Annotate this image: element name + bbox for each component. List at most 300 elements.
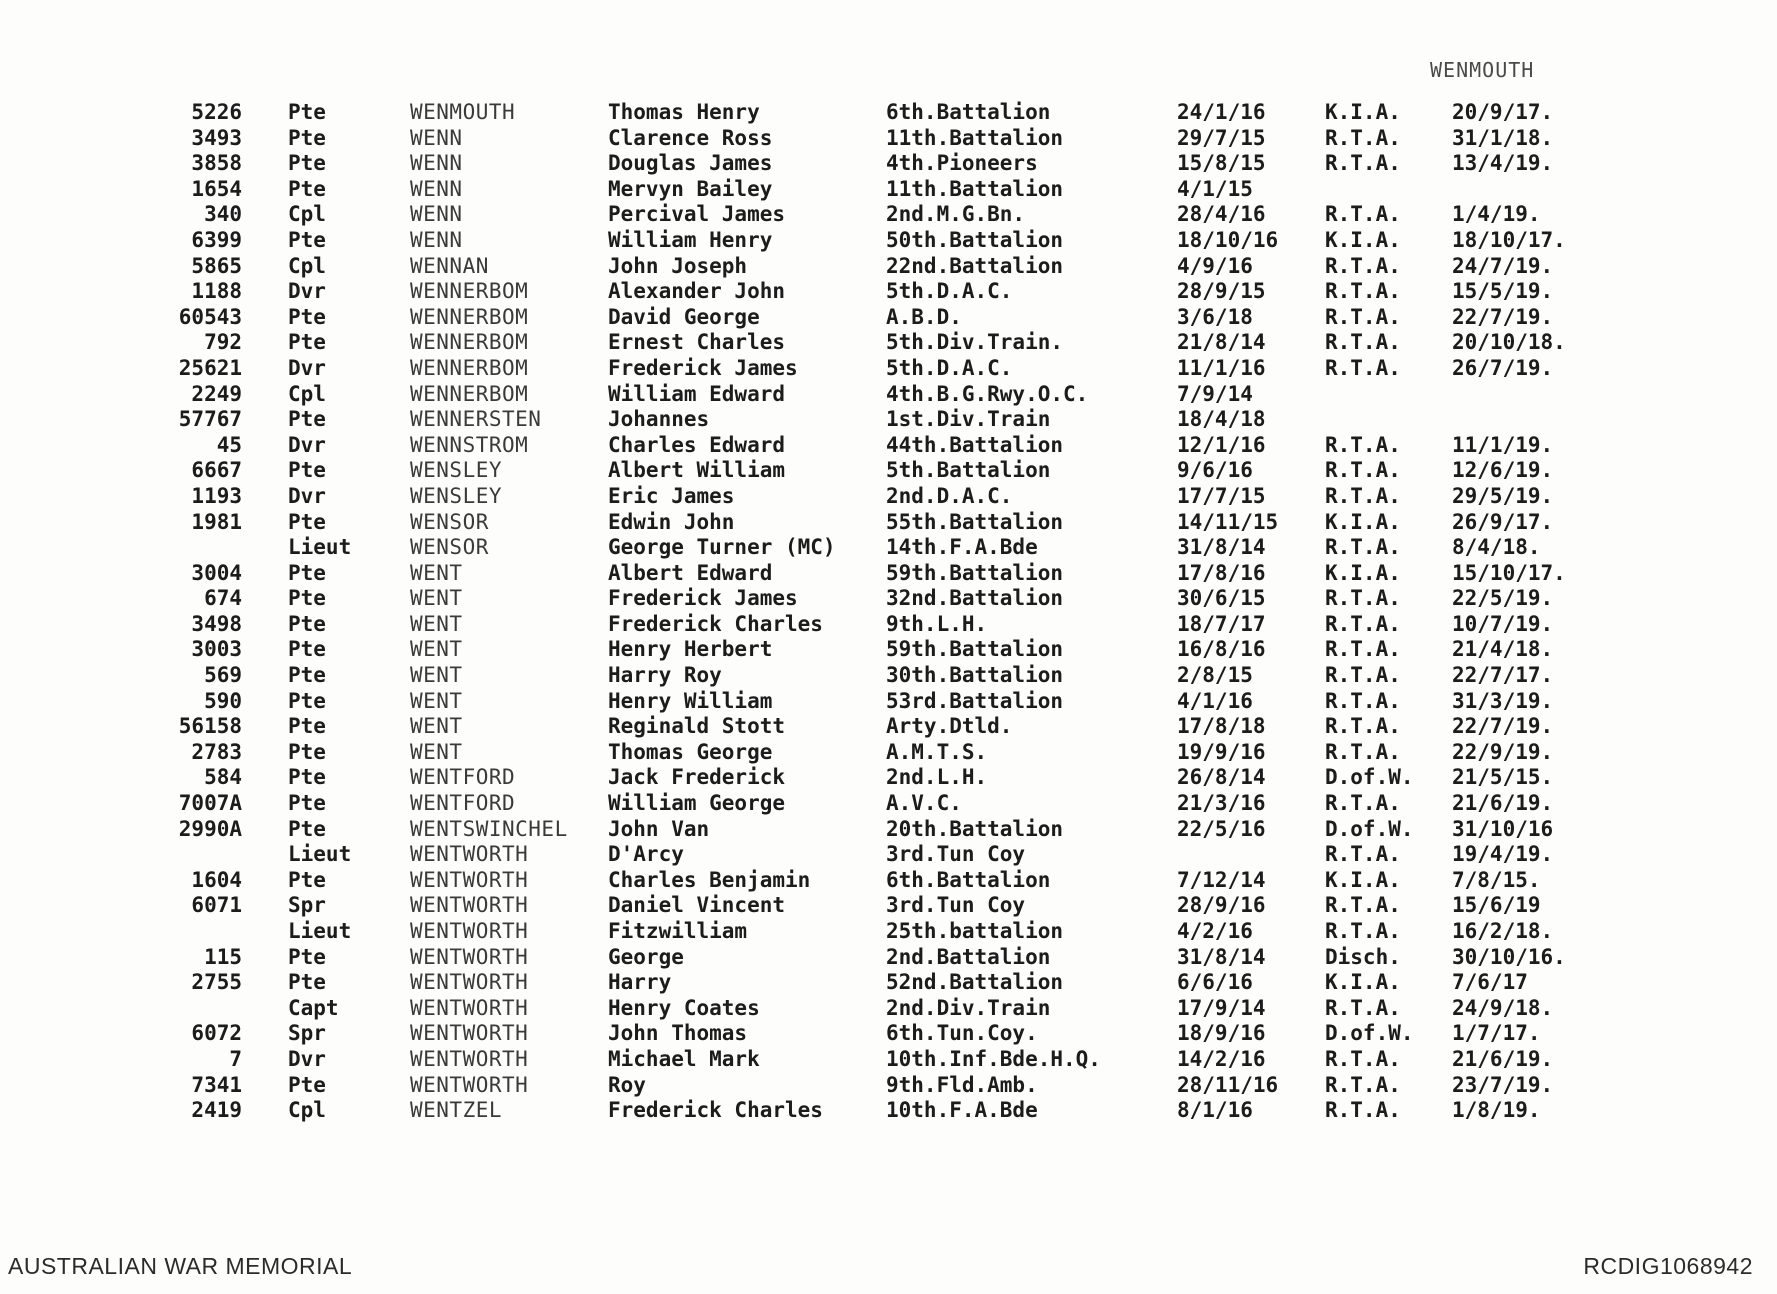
fate-date: 18/10/17. bbox=[1452, 227, 1566, 252]
roll-row bbox=[160, 561, 1620, 587]
given-names: William Henry bbox=[608, 227, 773, 252]
enlistment-date: 18/7/17 bbox=[1177, 611, 1266, 636]
fate-date: 13/4/19. bbox=[1452, 151, 1554, 176]
given-names: Henry Coates bbox=[608, 995, 760, 1020]
unit: 10th.F.A.Bde bbox=[886, 1098, 1038, 1123]
fate: R.T.A. bbox=[1325, 279, 1401, 304]
unit: 2nd.Battalion bbox=[886, 944, 1051, 969]
nominal-roll-list bbox=[160, 100, 1620, 1124]
unit: 14th.F.A.Bde bbox=[886, 535, 1038, 560]
rank: Pte bbox=[288, 176, 326, 201]
fate-date: 22/5/19. bbox=[1452, 586, 1554, 611]
fate-date: 30/10/16. bbox=[1452, 944, 1566, 969]
surname: WENN bbox=[410, 151, 463, 176]
given-names: Jack Frederick bbox=[608, 765, 786, 790]
roll-row bbox=[160, 765, 1620, 791]
unit: 3rd.Tun Coy bbox=[886, 842, 1026, 867]
rank: Pte bbox=[288, 944, 326, 969]
fate: K.I.A. bbox=[1325, 867, 1401, 892]
surname: WENNERBOM bbox=[410, 279, 529, 304]
rank: Capt bbox=[288, 995, 339, 1020]
service-number: 584 bbox=[204, 765, 242, 790]
unit: 53rd.Battalion bbox=[886, 688, 1064, 713]
enlistment-date: 21/8/14 bbox=[1177, 330, 1266, 355]
given-names: David George bbox=[608, 304, 760, 329]
rank: Pte bbox=[288, 151, 326, 176]
service-number: 1981 bbox=[191, 509, 242, 534]
given-names: Henry Herbert bbox=[608, 637, 773, 662]
enlistment-date: 19/9/16 bbox=[1177, 739, 1266, 764]
rank: Dvr bbox=[288, 1046, 326, 1071]
service-number: 60543 bbox=[178, 304, 242, 329]
enlistment-date: 4/1/15 bbox=[1177, 176, 1253, 201]
rank: Lieut bbox=[288, 842, 352, 867]
fate-date: 21/5/15. bbox=[1452, 765, 1554, 790]
surname: WENNERBOM bbox=[410, 381, 529, 406]
fate: R.T.A. bbox=[1325, 739, 1401, 764]
fate-date: 31/3/19. bbox=[1452, 688, 1554, 713]
service-number: 2249 bbox=[191, 381, 242, 406]
service-number: 6667 bbox=[191, 458, 242, 483]
enlistment-date: 28/9/16 bbox=[1177, 893, 1266, 918]
rank: Pte bbox=[288, 1072, 326, 1097]
given-names: Thomas George bbox=[608, 739, 773, 764]
fate: R.T.A. bbox=[1325, 663, 1401, 688]
rank: Spr bbox=[288, 893, 326, 918]
given-names: William George bbox=[608, 791, 786, 816]
roll-row bbox=[160, 356, 1620, 382]
unit: 2nd.L.H. bbox=[886, 765, 988, 790]
enlistment-date: 12/1/16 bbox=[1177, 432, 1266, 457]
roll-row bbox=[160, 1021, 1620, 1047]
unit: 44th.Battalion bbox=[886, 432, 1064, 457]
surname: WENN bbox=[410, 176, 463, 201]
surname: WENNERSTEN bbox=[410, 407, 542, 432]
given-names: Eric James bbox=[608, 483, 735, 508]
unit: 4th.B.G.Rwy.O.C. bbox=[886, 381, 1089, 406]
service-number: 7341 bbox=[191, 1072, 242, 1097]
given-names: Edwin John bbox=[608, 509, 735, 534]
enlistment-date: 29/7/15 bbox=[1177, 125, 1266, 150]
enlistment-date: 7/12/14 bbox=[1177, 867, 1266, 892]
rank: Pte bbox=[288, 637, 326, 662]
given-names: Charles Benjamin bbox=[608, 867, 811, 892]
unit: 11th.Battalion bbox=[886, 176, 1064, 201]
service-number: 674 bbox=[204, 586, 242, 611]
service-number: 6072 bbox=[191, 1021, 242, 1046]
fate: R.T.A. bbox=[1325, 893, 1401, 918]
given-names: Douglas James bbox=[608, 151, 773, 176]
roll-row bbox=[160, 254, 1620, 280]
enlistment-date: 4/2/16 bbox=[1177, 919, 1253, 943]
rank: Pte bbox=[288, 586, 326, 611]
given-names: William Edward bbox=[608, 381, 786, 406]
fate-date: 7/8/15. bbox=[1452, 867, 1541, 892]
service-number: 7007A bbox=[178, 791, 242, 816]
given-names: Harry bbox=[608, 970, 672, 995]
fate-date: 23/7/19. bbox=[1452, 1072, 1554, 1097]
rank: Pte bbox=[288, 739, 326, 764]
service-number: 5226 bbox=[191, 100, 242, 124]
fate: Disch. bbox=[1325, 944, 1401, 969]
unit: 9th.L.H. bbox=[886, 611, 988, 636]
enlistment-date: 4/9/16 bbox=[1177, 253, 1253, 278]
service-number: 3004 bbox=[191, 560, 242, 585]
fate: R.T.A. bbox=[1325, 151, 1401, 176]
fate: R.T.A. bbox=[1325, 688, 1401, 713]
enlistment-date: 6/6/16 bbox=[1177, 970, 1253, 995]
roll-row bbox=[160, 202, 1620, 228]
given-names: Johannes bbox=[608, 407, 710, 432]
surname: WENTWORTH bbox=[410, 842, 529, 867]
fate-date: 31/1/18. bbox=[1452, 125, 1554, 150]
enlistment-date: 14/2/16 bbox=[1177, 1046, 1266, 1071]
roll-row bbox=[160, 1098, 1620, 1124]
service-number: 1193 bbox=[191, 483, 242, 508]
roll-row bbox=[160, 433, 1620, 459]
given-names: George bbox=[608, 944, 684, 969]
enlistment-date: 17/8/18 bbox=[1177, 714, 1266, 739]
service-number: 2419 bbox=[191, 1098, 242, 1123]
fate-date: 8/4/18. bbox=[1452, 535, 1541, 560]
rank: Dvr bbox=[288, 279, 326, 304]
rank: Pte bbox=[288, 765, 326, 790]
fate: R.T.A. bbox=[1325, 1046, 1401, 1071]
fate-date: 1/8/19. bbox=[1452, 1098, 1541, 1123]
roll-row bbox=[160, 484, 1620, 510]
roll-row bbox=[160, 305, 1620, 331]
rank: Dvr bbox=[288, 483, 326, 508]
rank: Lieut bbox=[288, 919, 352, 943]
service-number: 56158 bbox=[178, 714, 242, 739]
fate-date: 22/7/19. bbox=[1452, 714, 1554, 739]
roll-row bbox=[160, 663, 1620, 689]
roll-row bbox=[160, 177, 1620, 203]
given-names: Albert William bbox=[608, 458, 786, 483]
roll-row bbox=[160, 407, 1620, 433]
footer-institution: AUSTRALIAN WAR MEMORIAL bbox=[8, 1253, 353, 1279]
fate-date: 21/6/19. bbox=[1452, 791, 1554, 816]
fate-date: 26/9/17. bbox=[1452, 509, 1554, 534]
rank: Pte bbox=[288, 611, 326, 636]
roll-row bbox=[160, 126, 1620, 152]
fate-date: 15/6/19 bbox=[1452, 893, 1541, 918]
surname: WENTWORTH bbox=[410, 1072, 529, 1097]
fate-date: 16/2/18. bbox=[1452, 919, 1554, 943]
fate-date: 22/9/19. bbox=[1452, 739, 1554, 764]
given-names: Harry Roy bbox=[608, 663, 722, 688]
roll-row bbox=[160, 689, 1620, 715]
roll-row bbox=[160, 535, 1620, 561]
unit: A.B.D. bbox=[886, 304, 962, 329]
enlistment-date: 15/8/15 bbox=[1177, 151, 1266, 176]
rank: Pte bbox=[288, 816, 326, 841]
enlistment-date: 22/5/16 bbox=[1177, 816, 1266, 841]
enlistment-date: 28/9/15 bbox=[1177, 279, 1266, 304]
fate-date: 15/5/19. bbox=[1452, 279, 1554, 304]
roll-row bbox=[160, 868, 1620, 894]
unit: 32nd.Battalion bbox=[886, 586, 1064, 611]
surname: WENSLEY bbox=[410, 483, 503, 508]
unit: 50th.Battalion bbox=[886, 227, 1064, 252]
enlistment-date: 17/7/15 bbox=[1177, 483, 1266, 508]
surname: WENT bbox=[410, 739, 463, 764]
roll-row bbox=[160, 228, 1620, 254]
given-names: Charles Edward bbox=[608, 432, 786, 457]
given-names: Mervyn Bailey bbox=[608, 176, 773, 201]
surname: WENTWORTH bbox=[410, 944, 529, 969]
unit: 6th.Battalion bbox=[886, 867, 1051, 892]
surname: WENMOUTH bbox=[410, 100, 516, 124]
fate-date: 10/7/19. bbox=[1452, 611, 1554, 636]
roll-row bbox=[160, 1073, 1620, 1099]
unit: 22nd.Battalion bbox=[886, 253, 1064, 278]
surname: WENTWORTH bbox=[410, 867, 529, 892]
service-number: 6399 bbox=[191, 227, 242, 252]
surname: WENSOR bbox=[410, 509, 489, 534]
service-number: 590 bbox=[204, 688, 242, 713]
enlistment-date: 18/9/16 bbox=[1177, 1021, 1266, 1046]
fate-date: 12/6/19. bbox=[1452, 458, 1554, 483]
given-names: Clarence Ross bbox=[608, 125, 773, 150]
unit: 5th.D.A.C. bbox=[886, 355, 1013, 380]
rank: Pte bbox=[288, 663, 326, 688]
fate: R.T.A. bbox=[1325, 202, 1401, 227]
roll-row bbox=[160, 612, 1620, 638]
roll-row bbox=[160, 279, 1620, 305]
surname: WENTWORTH bbox=[410, 1046, 529, 1071]
service-number: 3858 bbox=[191, 151, 242, 176]
unit: 2nd.M.G.Bn. bbox=[886, 202, 1026, 227]
given-names: Daniel Vincent bbox=[608, 893, 786, 918]
unit: 10th.Inf.Bde.H.Q. bbox=[886, 1046, 1101, 1071]
surname: WENNAN bbox=[410, 253, 489, 278]
fate-date: 21/4/18. bbox=[1452, 637, 1554, 662]
fate: R.T.A. bbox=[1325, 1072, 1401, 1097]
service-number: 115 bbox=[204, 944, 242, 969]
surname: WENNERBOM bbox=[410, 330, 529, 355]
surname: WENT bbox=[410, 611, 463, 636]
enlistment-date: 30/6/15 bbox=[1177, 586, 1266, 611]
rank: Pte bbox=[288, 714, 326, 739]
roll-row bbox=[160, 382, 1620, 408]
surname: WENNERBOM bbox=[410, 304, 529, 329]
roll-row bbox=[160, 970, 1620, 996]
given-names: Albert Edward bbox=[608, 560, 773, 585]
surname: WENN bbox=[410, 125, 463, 150]
service-number: 569 bbox=[204, 663, 242, 688]
fate: R.T.A. bbox=[1325, 432, 1401, 457]
fate-date: 19/4/19. bbox=[1452, 842, 1554, 867]
service-number: 2990A bbox=[178, 816, 242, 841]
fate-date: 1/4/19. bbox=[1452, 202, 1541, 227]
unit: A.V.C. bbox=[886, 791, 962, 816]
enlistment-date: 14/11/15 bbox=[1177, 509, 1279, 534]
fate: K.I.A. bbox=[1325, 100, 1401, 124]
fate-date: 7/6/17 bbox=[1452, 970, 1528, 995]
surname: WENTFORD bbox=[410, 765, 516, 790]
fate: R.T.A. bbox=[1325, 1098, 1401, 1123]
surname: WENTSWINCHEL bbox=[410, 816, 568, 841]
fate-date: 20/9/17. bbox=[1452, 100, 1554, 124]
given-names: George Turner (MC) bbox=[608, 535, 836, 560]
enlistment-date: 8/1/16 bbox=[1177, 1098, 1253, 1123]
rank: Pte bbox=[288, 867, 326, 892]
roll-row bbox=[160, 510, 1620, 536]
fate: R.T.A. bbox=[1325, 714, 1401, 739]
fate: R.T.A. bbox=[1325, 483, 1401, 508]
service-number: 3003 bbox=[191, 637, 242, 662]
fate: R.T.A. bbox=[1325, 586, 1401, 611]
surname: WENT bbox=[410, 637, 463, 662]
fate: K.I.A. bbox=[1325, 970, 1401, 995]
fate: K.I.A. bbox=[1325, 509, 1401, 534]
unit: 2nd.Div.Train bbox=[886, 995, 1051, 1020]
service-number: 2783 bbox=[191, 739, 242, 764]
given-names: John Thomas bbox=[608, 1021, 748, 1046]
fate-date: 22/7/17. bbox=[1452, 663, 1554, 688]
roll-row bbox=[160, 458, 1620, 484]
roll-row bbox=[160, 714, 1620, 740]
given-names: D'Arcy bbox=[608, 842, 684, 867]
enlistment-date: 26/8/14 bbox=[1177, 765, 1266, 790]
given-names: Frederick James bbox=[608, 355, 798, 380]
service-number: 45 bbox=[216, 432, 242, 457]
roll-row bbox=[160, 919, 1620, 945]
rank: Cpl bbox=[288, 253, 326, 278]
roll-row bbox=[160, 330, 1620, 356]
fate-date: 20/10/18. bbox=[1452, 330, 1566, 355]
roll-row bbox=[160, 842, 1620, 868]
unit: 11th.Battalion bbox=[886, 125, 1064, 150]
enlistment-date: 2/8/15 bbox=[1177, 663, 1253, 688]
enlistment-date: 18/4/18 bbox=[1177, 407, 1266, 432]
service-number: 6071 bbox=[191, 893, 242, 918]
given-names: Percival James bbox=[608, 202, 786, 227]
rank: Pte bbox=[288, 125, 326, 150]
enlistment-date: 21/3/16 bbox=[1177, 791, 1266, 816]
service-number: 2755 bbox=[191, 970, 242, 995]
rank: Pte bbox=[288, 100, 326, 124]
rank: Pte bbox=[288, 560, 326, 585]
service-number: 1604 bbox=[191, 867, 242, 892]
surname: WENN bbox=[410, 227, 463, 252]
fate: R.T.A. bbox=[1325, 919, 1401, 943]
surname: WENT bbox=[410, 688, 463, 713]
fate: K.I.A. bbox=[1325, 227, 1401, 252]
surname: WENTWORTH bbox=[410, 893, 529, 918]
roll-row bbox=[160, 151, 1620, 177]
surname: WENTZEL bbox=[410, 1098, 503, 1123]
enlistment-date: 9/6/16 bbox=[1177, 458, 1253, 483]
surname: WENTFORD bbox=[410, 791, 516, 816]
unit: 6th.Tun.Coy. bbox=[886, 1021, 1038, 1046]
rank: Pte bbox=[288, 509, 326, 534]
fate: R.T.A. bbox=[1325, 791, 1401, 816]
surname: WENTWORTH bbox=[410, 1021, 529, 1046]
fate-date: 15/10/17. bbox=[1452, 560, 1566, 585]
unit: 2nd.D.A.C. bbox=[886, 483, 1013, 508]
enlistment-date: 24/1/16 bbox=[1177, 100, 1266, 124]
roll-row bbox=[160, 100, 1620, 126]
fate: D.of.W. bbox=[1325, 765, 1414, 790]
given-names: Frederick James bbox=[608, 586, 798, 611]
surname: WENN bbox=[410, 202, 463, 227]
fate-date: 29/5/19. bbox=[1452, 483, 1554, 508]
given-names: Frederick Charles bbox=[608, 611, 823, 636]
unit: 5th.D.A.C. bbox=[886, 279, 1013, 304]
service-number: 25621 bbox=[178, 355, 242, 380]
unit: 1st.Div.Train bbox=[886, 407, 1051, 432]
rank: Cpl bbox=[288, 381, 326, 406]
fate: R.T.A. bbox=[1325, 611, 1401, 636]
surname: WENTWORTH bbox=[410, 970, 529, 995]
fate-date: 24/7/19. bbox=[1452, 253, 1554, 278]
fate: R.T.A. bbox=[1325, 458, 1401, 483]
enlistment-date: 18/10/16 bbox=[1177, 227, 1279, 252]
unit: 5th.Div.Train. bbox=[886, 330, 1064, 355]
enlistment-date: 31/8/14 bbox=[1177, 944, 1266, 969]
fate: R.T.A. bbox=[1325, 637, 1401, 662]
surname: WENT bbox=[410, 560, 463, 585]
surname: WENNERBOM bbox=[410, 355, 529, 380]
surname: WENNSTROM bbox=[410, 432, 529, 457]
fate-date: 21/6/19. bbox=[1452, 1046, 1554, 1071]
fate-date: 26/7/19. bbox=[1452, 355, 1554, 380]
given-names: John Van bbox=[608, 816, 710, 841]
enlistment-date: 28/4/16 bbox=[1177, 202, 1266, 227]
roll-row bbox=[160, 893, 1620, 919]
surname-range-header: WENMOUTH bbox=[1430, 58, 1535, 82]
rank: Pte bbox=[288, 970, 326, 995]
unit: 5th.Battalion bbox=[886, 458, 1051, 483]
given-names: Roy bbox=[608, 1072, 646, 1097]
unit: 20th.Battalion bbox=[886, 816, 1064, 841]
surname: WENTWORTH bbox=[410, 919, 529, 943]
unit: Arty.Dtld. bbox=[886, 714, 1013, 739]
enlistment-date: 31/8/14 bbox=[1177, 535, 1266, 560]
unit: 9th.Fld.Amb. bbox=[886, 1072, 1038, 1097]
fate-date: 22/7/19. bbox=[1452, 304, 1554, 329]
service-number: 1654 bbox=[191, 176, 242, 201]
rank: Cpl bbox=[288, 1098, 326, 1123]
roll-row bbox=[160, 586, 1620, 612]
enlistment-date: 3/6/18 bbox=[1177, 304, 1253, 329]
rank: Pte bbox=[288, 791, 326, 816]
surname: WENTWORTH bbox=[410, 995, 529, 1020]
roll-row bbox=[160, 740, 1620, 766]
unit: 55th.Battalion bbox=[886, 509, 1064, 534]
rank: Pte bbox=[288, 304, 326, 329]
roll-row bbox=[160, 791, 1620, 817]
service-number: 1188 bbox=[191, 279, 242, 304]
fate: R.T.A. bbox=[1325, 304, 1401, 329]
roll-row bbox=[160, 945, 1620, 971]
given-names: Reginald Stott bbox=[608, 714, 786, 739]
fate-date: 11/1/19. bbox=[1452, 432, 1554, 457]
given-names: Ernest Charles bbox=[608, 330, 786, 355]
rank: Cpl bbox=[288, 202, 326, 227]
fate: R.T.A. bbox=[1325, 355, 1401, 380]
given-names: Fitzwilliam bbox=[608, 919, 748, 943]
unit: 59th.Battalion bbox=[886, 637, 1064, 662]
fate: R.T.A. bbox=[1325, 330, 1401, 355]
service-number: 5865 bbox=[191, 253, 242, 278]
fate-date: 31/10/16 bbox=[1452, 816, 1554, 841]
fate: K.I.A. bbox=[1325, 560, 1401, 585]
unit: 6th.Battalion bbox=[886, 100, 1051, 124]
rank: Pte bbox=[288, 458, 326, 483]
